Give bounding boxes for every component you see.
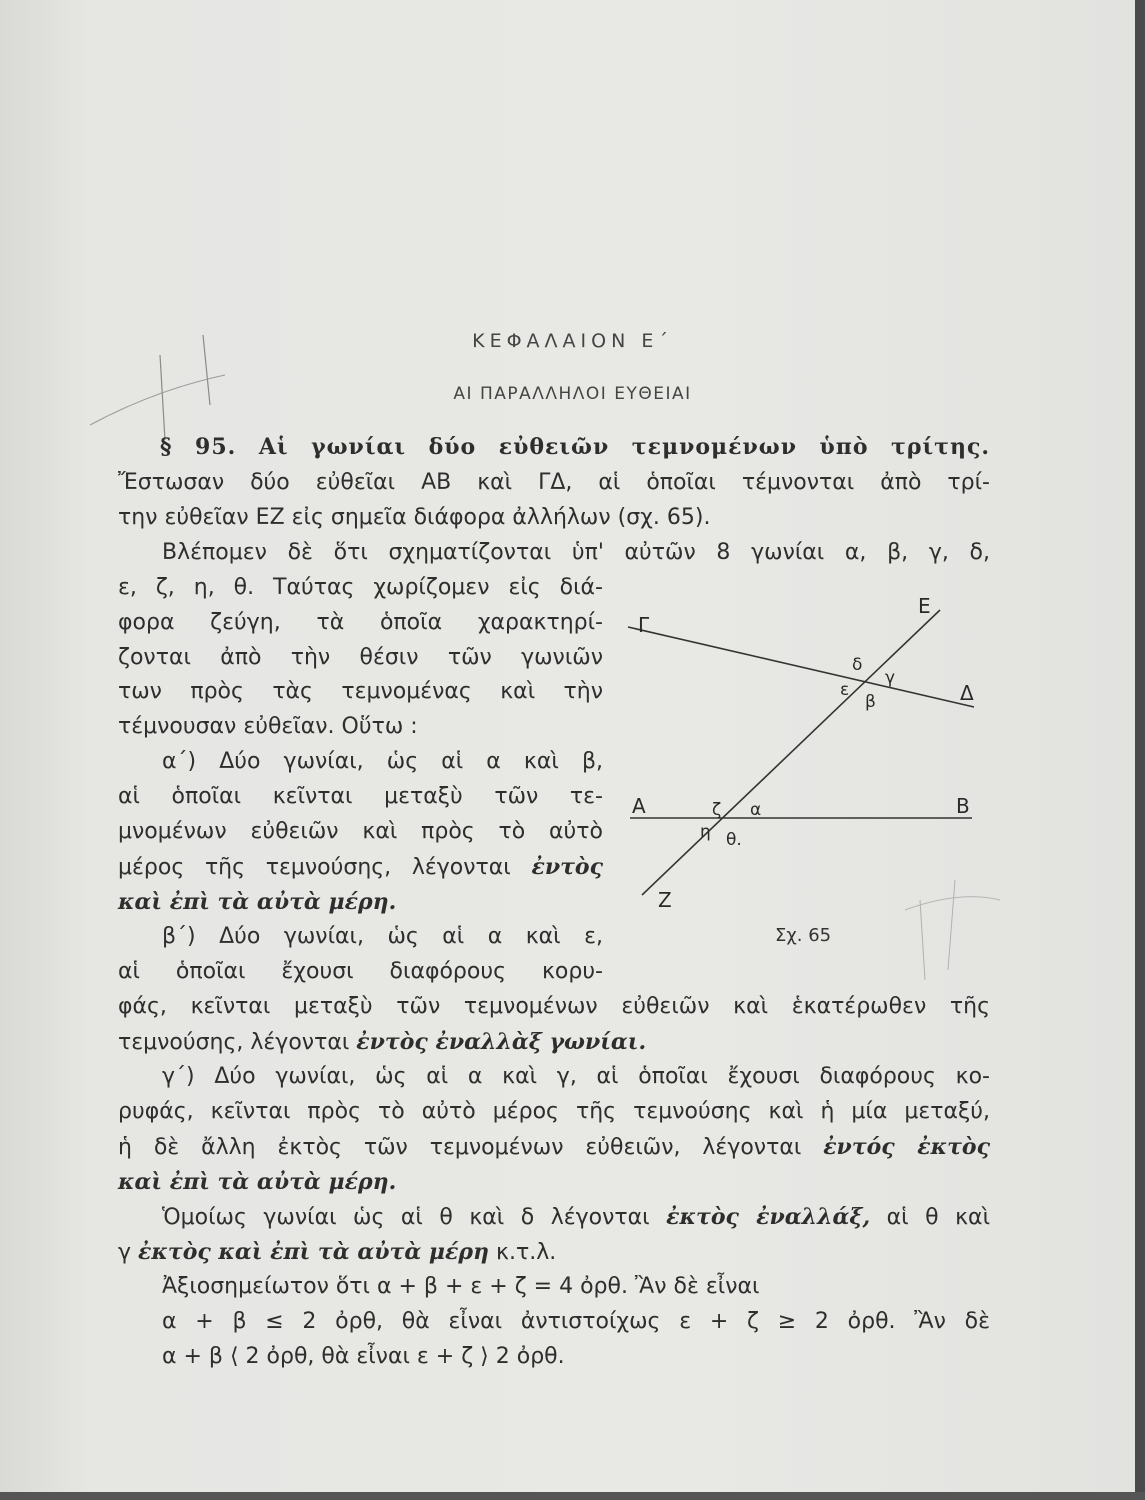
text-line: [118, 887, 603, 918]
line-epsilon-zeta: [642, 610, 940, 895]
text-line: τέμνουσαν εὐθεῖαν. Οὕτω :: [118, 714, 418, 739]
text-line: Ἀξιοσημείωτον ὅτι α + β + ε + ζ = 4 ὀρθ. Ἂν δὲ εἶναι: [162, 1274, 760, 1299]
text-line: Βλέπομεν δὲ ὅτι σχηματίζονται ὑπ' αὐτῶν 8 γωνίαι α, β, γ, δ,: [162, 540, 990, 565]
label-Alpha: Α: [632, 794, 646, 818]
text-line: α + β ⟨ 2 ὀρθ, θὰ εἶναι ε + ζ ⟩ 2 ὀρθ.: [162, 1344, 565, 1369]
term-italic: καὶ ἐπὶ τὰ αὐτὰ μέρη.: [118, 889, 397, 915]
term-italic: καὶ ἐπὶ τὰ αὐτὰ μέρη.: [118, 1169, 397, 1195]
text-line: φάς, κεῖνται μεταξὺ τῶν τεμνομένων εὐθειῶν καὶ ἑκατέρωθεν τῆς: [118, 994, 990, 1019]
text-line: ρυφάς, κεῖνται πρὸς τὸ αὐτὸ μέρος τῆς τεμνούσης καὶ ἡ μία μεταξύ,: [118, 1099, 990, 1124]
section-heading: ΑΙ ΠΑΡΑΛΛΗΛΟΙ ΕΥΘΕΙΑΙ: [453, 384, 692, 404]
text-line: [118, 1237, 990, 1268]
term-italic: ἐντός ἐκτὸς: [823, 1134, 990, 1160]
text-line: γ΄) Δύο γωνίαι, ὡς αἱ α καὶ γ, αἱ ὁποῖαι ἔχουσι διαφόρους κο-: [162, 1064, 990, 1089]
paragraph-title: § 95. Αἱ γωνίαι δύο εὐθειῶν τεμνομένων ὑπὸ τρίτης.: [160, 434, 990, 460]
angle-alpha: α: [750, 800, 762, 820]
label-Epsilon: Ε: [918, 594, 931, 618]
figure-diagram: [620, 575, 1000, 955]
angle-eta: η: [700, 822, 711, 842]
text-line: [118, 1027, 990, 1058]
term-italic: ἐντὸς ἐναλλὰξ γωνίαι.: [356, 1029, 647, 1055]
text-line: ε, ζ, η, θ. Ταύτας χωρίζομεν εἰς διά-: [118, 575, 603, 600]
text-line: β΄) Δύο γωνίαι, ὡς αἱ α καὶ ε,: [162, 924, 603, 949]
text-line: φορα ζεύγη, τὰ ὁποῖα χαρακτηρί-: [118, 610, 603, 635]
text-line: [118, 852, 603, 883]
text-line: [118, 1202, 990, 1233]
text-line: αἱ ὁποῖαι ἔχουσι διαφόρους κορυ-: [118, 959, 603, 984]
angle-zeta: ζ: [712, 800, 722, 820]
text-line: ζονται ἀπὸ τὴν θέσιν τῶν γωνιῶν: [118, 645, 603, 670]
text-line: [118, 1132, 990, 1163]
text-span: αἱ θ καὶ: [886, 1205, 991, 1230]
angle-beta: β: [865, 692, 876, 712]
angle-epsilon: ε: [840, 680, 850, 700]
line-gamma-delta: [628, 627, 974, 707]
text-line: [118, 1167, 990, 1198]
text-span: μέρος τῆς τεμνούσης, λέγονται: [118, 855, 511, 880]
figure-caption: Σχ. 65: [775, 925, 832, 946]
text-span: ἡ δὲ ἄλλη ἐκτὸς τῶν τεμνομένων εὐθειῶν, λέγονται: [118, 1135, 802, 1160]
term-italic: ἐκτὸς ἐναλλάξ,: [666, 1204, 871, 1230]
text-line: την εὐθεῖαν ΕΖ εἰς σημεῖα διάφορα ἀλλήλων (σχ. 65).: [118, 505, 711, 530]
angle-theta: θ.: [726, 830, 742, 850]
text-line: α΄) Δύο γωνίαι, ὡς αἱ α καὶ β,: [162, 749, 603, 774]
text-span: κ.τ.λ.: [496, 1240, 557, 1265]
text-line: των πρὸς τὰς τεμνομένας καὶ τὴν: [118, 679, 603, 704]
angle-delta: δ: [852, 655, 863, 675]
text-line: Ἔστωσαν δύο εὐθεῖαι ΑΒ καὶ ΓΔ, αἱ ὁποῖαι τέμνονται ἀπὸ τρί-: [118, 470, 990, 495]
label-Beta: Β: [956, 794, 970, 818]
text-span: γ: [118, 1240, 132, 1265]
term-italic: ἐντὸς: [531, 854, 603, 880]
page-edge-shadow: [1135, 0, 1145, 1500]
angle-gamma: γ: [885, 668, 896, 688]
label-Delta: Δ: [960, 681, 974, 705]
page-edge-shadow-bottom: [0, 1492, 1145, 1500]
label-Zeta: Ζ: [658, 888, 672, 912]
label-Gamma: Γ: [638, 613, 650, 637]
text-line: α + β ≤ 2 ὀρθ, θὰ εἶναι ἀντιστοίχως ε + ζ ≥ 2 ὀρθ. Ἂν δὲ: [162, 1309, 990, 1334]
text-span: Ὁμοίως γωνίαι ὡς αἱ θ καὶ δ λέγονται: [162, 1205, 650, 1230]
figure-65: [620, 575, 1000, 955]
chapter-heading: ΚΕΦΑΛΑΙΟΝ Ε΄: [472, 330, 673, 352]
text-span: τεμνούσης, λέγονται: [118, 1030, 350, 1055]
text-line: μνομένων εὐθειῶν καὶ πρὸς τὸ αὐτὸ: [118, 819, 603, 844]
text-line: αἱ ὁποῖαι κεῖνται μεταξὺ τῶν τε-: [118, 784, 603, 809]
term-italic: ἐκτὸς καὶ ἐπὶ τὰ αὐτὰ μέρη: [138, 1239, 490, 1265]
